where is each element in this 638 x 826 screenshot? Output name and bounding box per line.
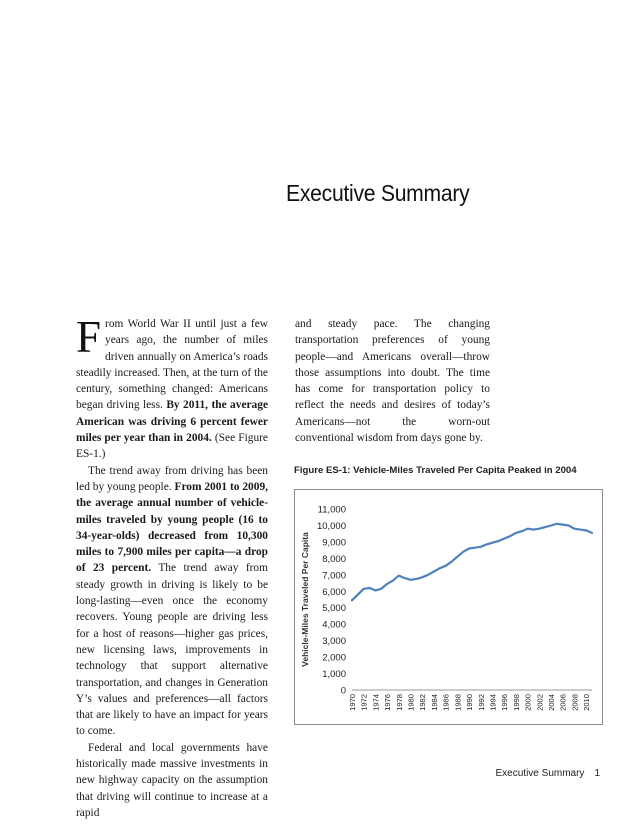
p1-intro: rom World War II until just a few years ago, the number of miles driven annually on America’s roads steadily increased. Then, at the turn of the century, something changed: Americans began driving less.	[76, 318, 268, 412]
x-tick-label: 1972	[359, 694, 369, 711]
y-tick-label: 9,000	[322, 537, 346, 549]
x-tick-label: 1978	[394, 694, 404, 711]
x-tick-label: 2006	[558, 694, 568, 711]
x-tick-label: 2010	[582, 694, 592, 711]
y-tick-label: 8,000	[322, 553, 346, 565]
right-column	[295, 316, 490, 446]
page-number: 1	[594, 768, 600, 779]
y-tick-label: 6,000	[322, 586, 346, 598]
x-tick-label: 2008	[570, 694, 580, 711]
p1-end: (See Figure ES-1.)	[76, 432, 268, 461]
y-tick-label: 2,000	[322, 652, 346, 664]
vmt-line-chart	[295, 490, 602, 724]
y-tick-label: 3,000	[322, 636, 346, 648]
paragraph-2	[76, 463, 268, 740]
paragraph-1	[76, 312, 269, 463]
x-tick-label: 1980	[406, 694, 416, 711]
x-tick-label: 1982	[418, 694, 428, 711]
x-tick-label: 1990	[465, 694, 475, 711]
paragraph-3: Federal and local governments have historically made massive investments in new highway capacity on the assumption that driving will continue to increase at a rapid	[76, 741, 268, 819]
x-tick-label: 1970	[348, 694, 357, 711]
y-tick-label: 4,000	[322, 619, 346, 631]
y-tick-label: 7,000	[322, 570, 346, 582]
left-column	[76, 312, 269, 821]
x-tick-label: 1976	[383, 694, 393, 711]
y-tick-label: 0	[340, 685, 346, 697]
x-tick-label: 1988	[453, 694, 463, 711]
x-tick-label: 1998	[511, 694, 521, 711]
x-tick-label: 2002	[535, 694, 545, 711]
x-tick-label: 1984	[429, 694, 439, 711]
chart-frame	[294, 489, 603, 725]
right-paragraph-1: and steady pace. The changing transportation preferences of young people—and Americans overall—throw those assumptions into doubt. The time has come for transportation policy to reflect the needs and desires of today’s Americans—not the worn-out conventional wisdom from days gone by.	[295, 318, 490, 445]
x-tick-label: 2004	[547, 694, 557, 711]
p2-bold: From 2001 to 2009, the average annual number of vehicle-miles traveled by young people (16 to 34-year-olds) decreased from 10,300 miles to 7,900 miles per capita—a drop of 23 percent.	[76, 480, 268, 575]
x-tick-label: 1974	[371, 694, 381, 711]
footer-label: Executive Summary	[495, 768, 585, 779]
y-tick-label: 11,000	[317, 504, 346, 516]
y-axis-label: Vehicle-Miles Traveled Per Capita	[300, 532, 310, 667]
page-footer	[470, 768, 600, 779]
p1-bold: By 2011, the average American was driving 6 percent fewer miles per year than in 2004.	[76, 399, 269, 445]
y-tick-label: 1,000	[322, 669, 346, 681]
x-tick-label: 2000	[523, 694, 533, 711]
y-tick-label: 5,000	[322, 603, 346, 615]
figure-caption: Figure ES-1: Vehicle-Miles Traveled Per Capita Peaked in 2004	[294, 465, 577, 476]
p2-start: The trend away from driving has been led by young people.	[76, 464, 268, 493]
x-tick-label: 1996	[500, 694, 510, 711]
page-title: Executive Summary	[286, 180, 470, 206]
x-tick-label: 1992	[476, 694, 486, 711]
y-tick-label: 10,000	[316, 520, 346, 532]
series-line-vmt	[352, 524, 592, 601]
x-tick-label: 1994	[488, 694, 498, 711]
drop-cap: F	[76, 312, 102, 362]
x-tick-label: 1986	[441, 694, 451, 711]
p2-end: The trend away from steady growth in driving is likely to be long-lasting—even once the economy recovers. Young people are driving less for a host of reasons—higher gas prices, new licensing laws, improvements in technology that support alternative transportation, and changes in Generation Y’s values and preferences—all factors that are likely to have an impact for years to come.	[76, 562, 268, 738]
